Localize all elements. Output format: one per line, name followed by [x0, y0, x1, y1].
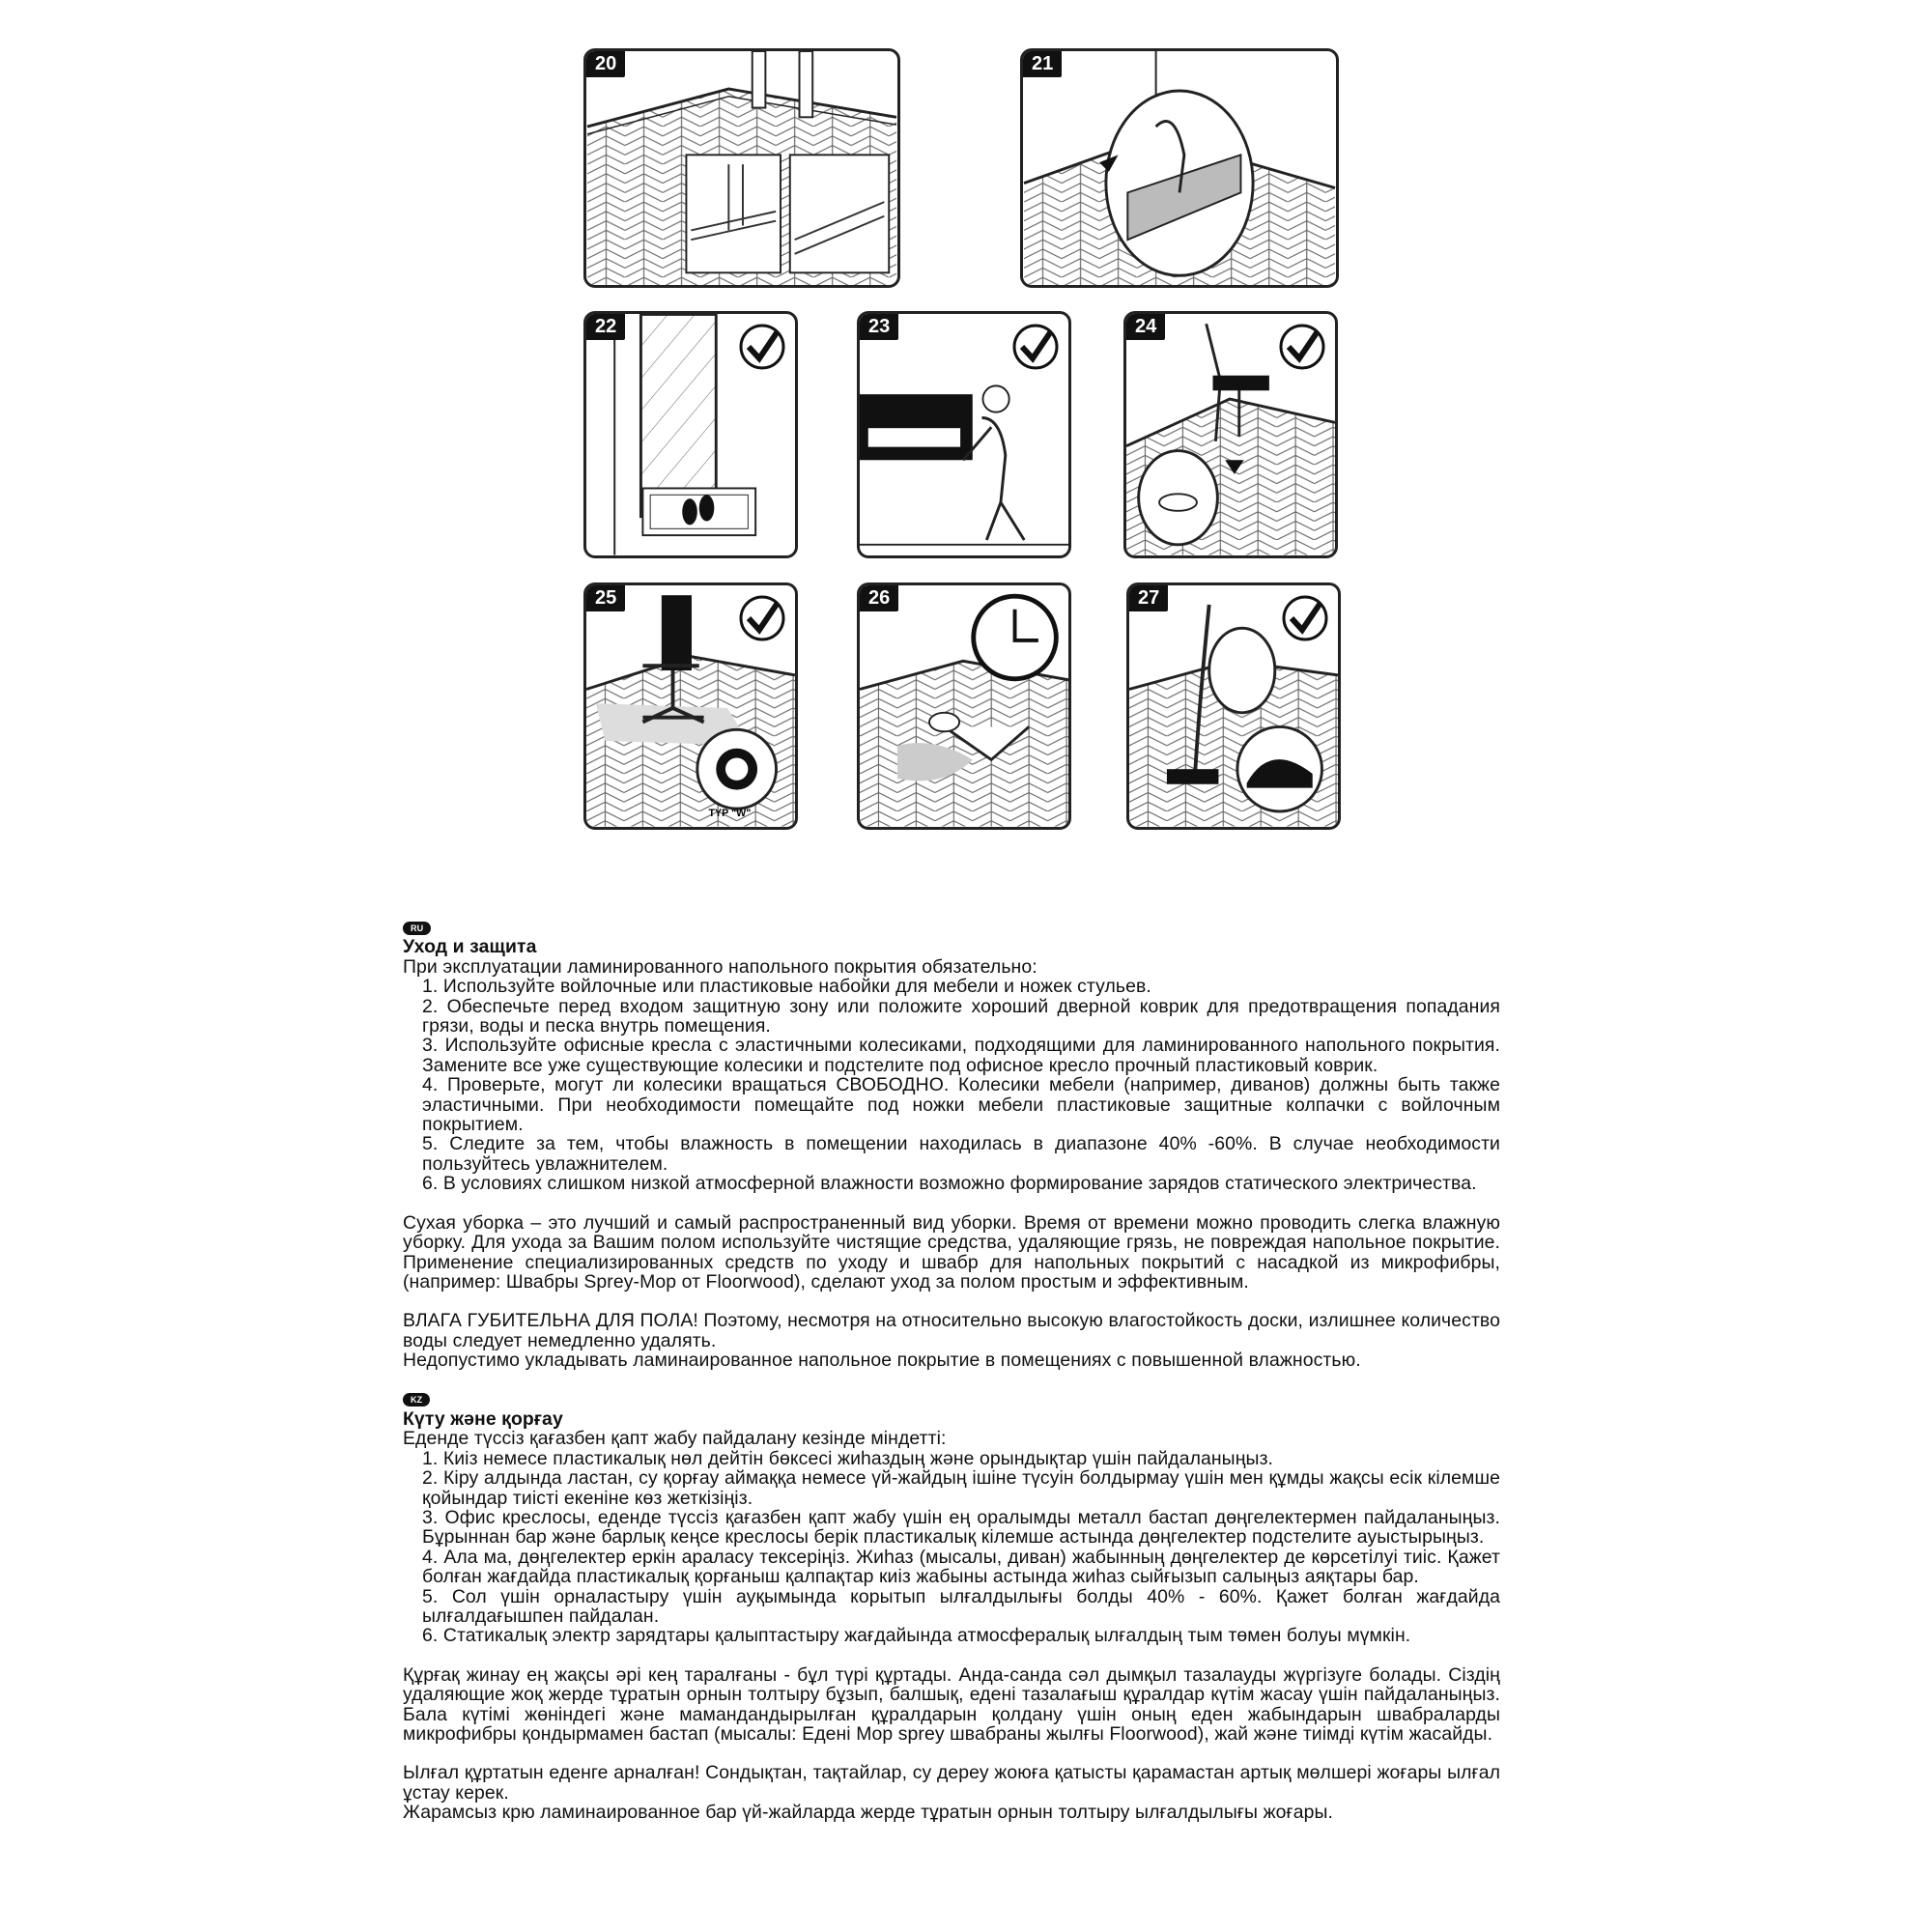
- list-item: 5. Следите за тем, чтобы влажность в помещении находилась в диапазоне 40% -60%. В случае необходимости пользуйтесь увлажнителем.: [422, 1133, 1500, 1175]
- list-item: 6. Статикалық электр зарядтары қалыптастыру жағдайында атмосфералық ылғалдың тым төмен болуы мүмкін.: [422, 1625, 1411, 1647]
- panel-25-caption: TYP "W": [708, 807, 752, 819]
- list-item: 1. Используйте войлочные или пластиковые набойки для мебели и ножек стульев.: [422, 976, 1151, 998]
- panel-21: [1020, 48, 1339, 288]
- checkmark-icon: [1279, 324, 1325, 370]
- panel-number: 20: [586, 51, 625, 77]
- list-item: 6. В условиях слишком низкой атмосферной влажности возможно формирование зарядов статического электричества.: [422, 1173, 1477, 1195]
- list-item: 3. Офис креслосы, еденде түссіз қағазбен қапт жабу үшін ең оралымды металл бастап дөңгелектермен пайдаланыңыз. Бұрыннан бар және барлық кеңсе креслосы берік пластикалық кілемше астында дөңгелектер подстелите ауыстырыңыз.: [422, 1506, 1500, 1548]
- panel-20-illustration: [586, 51, 897, 285]
- checkmark-icon: [739, 324, 785, 370]
- care-list-kz: [403, 1449, 1500, 1646]
- checkmark-icon: [1012, 324, 1059, 370]
- panel-number: 21: [1023, 51, 1062, 77]
- panel-number: 25: [586, 585, 625, 611]
- list-item: 4. Ала ма, дөңгелектер еркін араласу тексеріңіз. Жиһаз (мысалы, диван) жабынның дөңгелектер де көрсетілуі тиіс. Қажет болған жағдайда пластикалық қорғаныш қалпақтар киіз жабыны астында жиһаз сыйғызып салыңыз аяқтары бар.: [422, 1546, 1500, 1588]
- list-item: 2. Кіру алдында ластан, су қорғау аймаққа немесе үй-жайдың ішіне түсуін болдырмау үшін мен құмды жақсы есік кілемше қойындар тиісті екеніне көз жеткізіңіз.: [422, 1467, 1500, 1509]
- list-item: 4. Проверьте, могут ли колесики вращаться СВОБОДНО. Колесики мебели (например, диванов) должны быть также эластичными. При необходимости помещайте под ножки мебели пластиковые защитные колпачки с войлочным покрытием.: [422, 1074, 1500, 1136]
- panel-24: [1123, 311, 1338, 558]
- checkmark-icon: [1282, 595, 1328, 641]
- paragraph-cleaning-kz: Құрғақ жинау ең жақсы әрі кең таралғаны - бұл түрі құртады. Анда-санда сәл дымқыл тазалауды жүргізуге болады. Сіздің удаляющие жоқ жерде тұратын орнын толтыру бұзып, балшық, едені тазалағыш құралдар күтім жасау үшін пайдаланыңыз. Бала күтімі жөніндегі және мамандандырылған құралдарын қолдану үшін оның еден жабындарын швабраларды микрофибры қондырмамен бастап (мысалы: Едені Mop sprey швабраны жылғы Floorwood), жай және тиімді күтім жасайды.: [403, 1663, 1500, 1746]
- panel-number: 23: [860, 314, 898, 340]
- list-item: 1. Киіз немесе пластикалық нөл дейтін бөксесі жиһаздың және орындықтар үшін пайдаланыңыз.: [422, 1447, 1274, 1469]
- panel-22: [583, 311, 798, 558]
- panel-21-illustration: [1023, 51, 1336, 285]
- panel-number: 27: [1129, 585, 1168, 611]
- checkmark-icon: [739, 595, 785, 641]
- panel-number: 22: [586, 314, 625, 340]
- paragraph-humidity-kz: Жарамсыз крю ламинаированное бар үй-жайларда жерде тұратын орнын толтыру ылғалдылығы жоғары.: [403, 1802, 1333, 1824]
- section-title-kz: Күту және қорғау: [403, 1407, 563, 1430]
- section-intro-ru: При эксплуатации ламинированного напольного покрытия обязательно:: [403, 955, 1037, 978]
- list-item: 2. Обеспечьте перед входом защитную зону или положите хороший дверной коврик для предотвращения попадания грязи, воды и песка внутрь помещения.: [422, 995, 1500, 1037]
- care-list-ru: [403, 977, 1500, 1193]
- language-badge-kz: KZ: [403, 1393, 430, 1406]
- panel-25: [583, 582, 798, 830]
- list-item: 5. Сол үшін орналастыру үшін ауқымында корытып ылғалдылығы болды 40% - 60%. Қажет болған жағдайда ылғалдағышпен пайдалан.: [422, 1585, 1500, 1627]
- panel-26: [857, 582, 1071, 830]
- section-kz: [403, 1390, 1500, 1823]
- panel-27: [1126, 582, 1341, 830]
- section-intro-kz: Еденде түссіз қағазбен қапт жабу пайдалану кезінде міндетті:: [403, 1428, 947, 1450]
- panel-23: [857, 311, 1071, 558]
- section-title-ru: Уход и защита: [403, 936, 537, 958]
- language-badge-ru: RU: [403, 922, 431, 935]
- paragraph-cleaning-ru: Сухая уборка – это лучший и самый распространенный вид уборки. Время от времени можно проводить слегка влажную уборку. Для ухода за Вашим полом используйте чистящие средства, удаляющие грязь, не повреждая напольное покрытие. Применение специализированных средств по уходу и швабр для напольных покрытий с насадкой из микрофибры, (например: Швабры Sprey-Mop от Floorwood), сделают уход за полом простым и эффективным.: [403, 1211, 1500, 1293]
- panel-number: 24: [1126, 314, 1165, 340]
- section-ru: [403, 918, 1500, 1371]
- list-item: 3. Используйте офисные кресла с эластичными колесиками, подходящими для ламинированного напольного покрытия. Замените все уже существующие колесики и подстелите под офисное кресло прочный пластиковый коврик.: [422, 1035, 1500, 1076]
- paragraph-moisture-kz: Ылғал құртатын еденге арналған! Сондықтан, тақтайлар, су дереу жоюға қатысты қарамастан артық мөлшері жоғары ылғал ұстау керек.: [403, 1762, 1500, 1804]
- instructions-text: [403, 918, 1500, 1823]
- panel-26-illustration: [860, 585, 1068, 827]
- panel-number: 26: [860, 585, 898, 611]
- paragraph-humidity-ru: Недопустимо укладывать ламинаированное напольное покрытие в помещениях с повышенной влажностью.: [403, 1350, 1361, 1372]
- panel-20: [583, 48, 900, 288]
- paragraph-moisture-ru: ВЛАГА ГУБИТЕЛЬНА ДЛЯ ПОЛА! Поэтому, несмотря на относительно высокую влагостойкость доски, излишнее количество воды следует немедленно удалять.: [403, 1310, 1500, 1351]
